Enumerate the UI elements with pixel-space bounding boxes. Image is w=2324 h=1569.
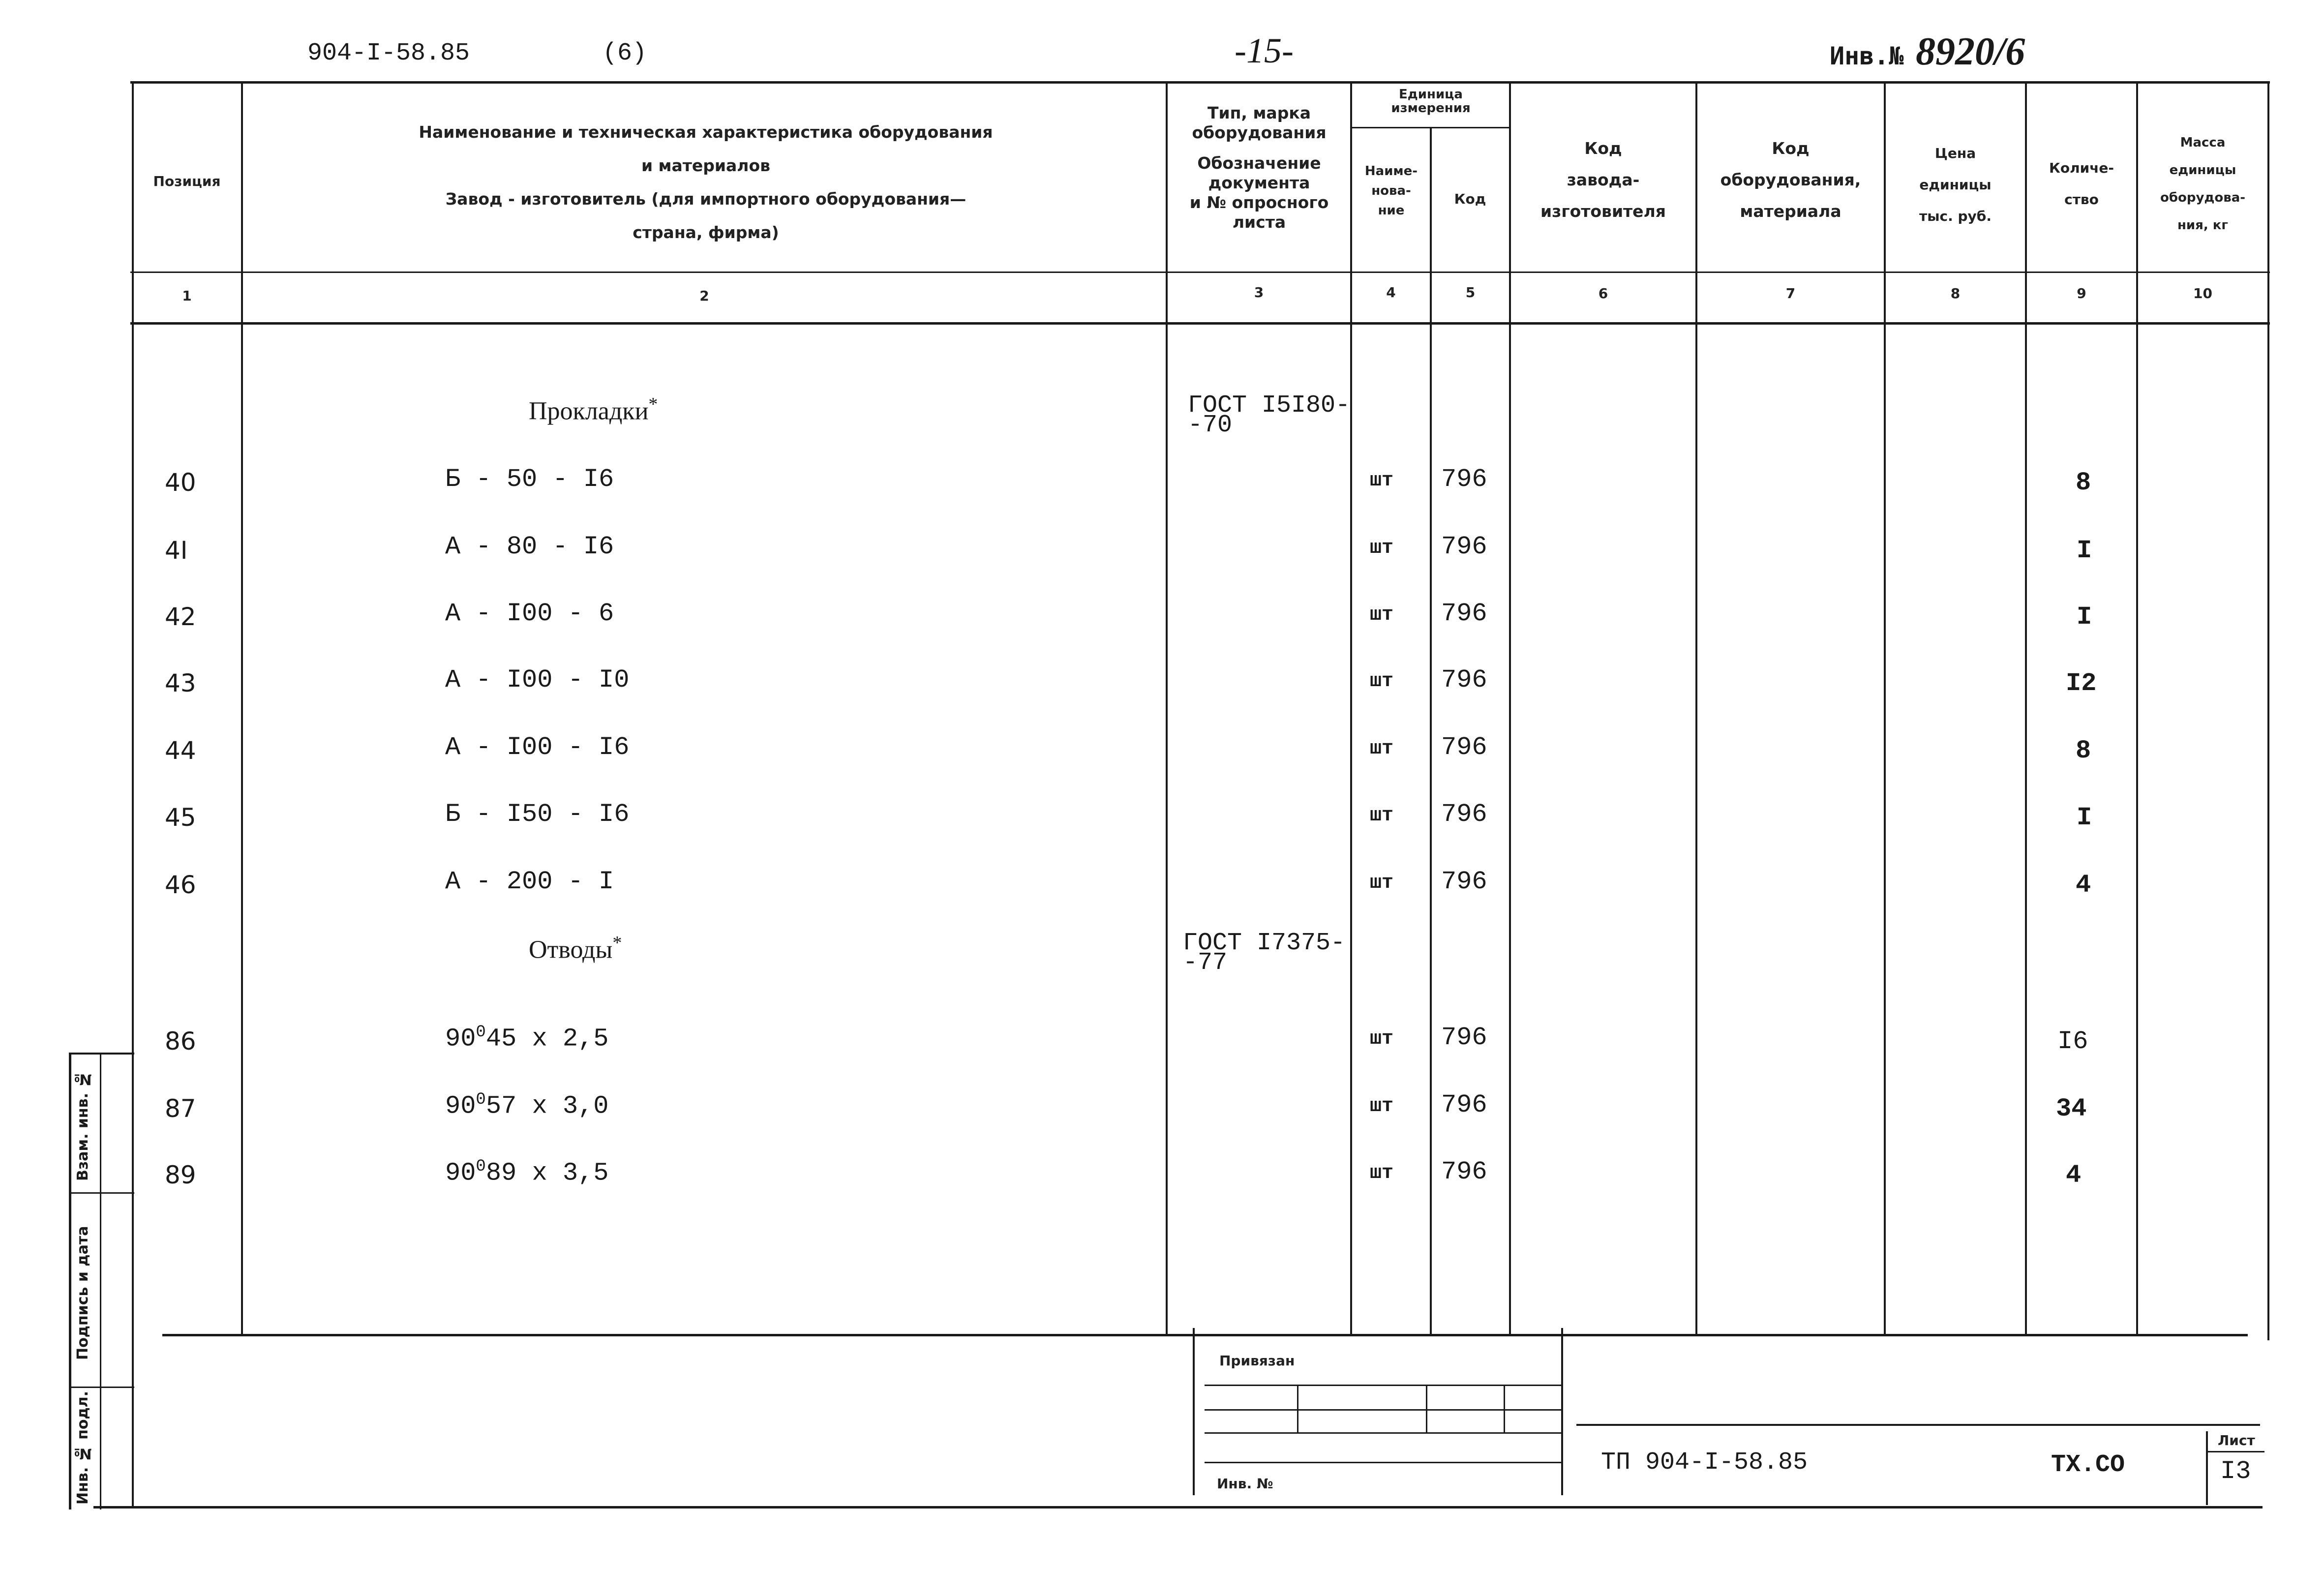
header-type-l3: Обозначение xyxy=(1197,153,1321,173)
colnum-8: 8 xyxy=(1950,285,1961,302)
header-unit-name-l2: нова- xyxy=(1371,183,1411,198)
header-price-l3: тыс. руб. xyxy=(1919,208,1992,224)
binding-col-2 xyxy=(1426,1385,1427,1434)
row-unit-code: 796 xyxy=(1441,867,1487,896)
row-unit-code: 796 xyxy=(1441,1157,1487,1186)
binding-rule-1 xyxy=(1205,1385,1561,1386)
table-top-border xyxy=(130,81,2270,84)
header-quantity xyxy=(2027,152,2136,215)
section-gost-bends xyxy=(1183,929,1346,977)
colnum-10: 10 xyxy=(2193,285,2212,302)
row-unit: шт xyxy=(1370,1095,1394,1117)
header-quantity-l2: ство xyxy=(2064,191,2099,208)
header-mass-l1: Масса xyxy=(2180,135,2226,150)
col-divider-1 xyxy=(241,81,243,1334)
colnum-3: 3 xyxy=(1254,284,1264,301)
gost-line-2: -70 xyxy=(1188,411,1233,439)
degree-mark: 0 xyxy=(476,1090,486,1109)
row-unit: шт xyxy=(1370,1028,1394,1050)
row-unit-code: 796 xyxy=(1441,800,1487,829)
colnum-4: 4 xyxy=(1386,284,1396,301)
side-stamp xyxy=(69,1053,134,1509)
section-gost-gaskets xyxy=(1188,392,1351,439)
header-equipment-code-l2: оборудования, xyxy=(1720,170,1861,189)
copy-number: (6) xyxy=(603,39,647,67)
header-quantity-l1: Количе- xyxy=(2049,160,2114,176)
degree-mark: 0 xyxy=(476,1023,486,1042)
gost-line-1: ГОСТ I5I80- xyxy=(1188,392,1351,420)
colnum-2: 2 xyxy=(699,288,709,304)
binding-col-1 xyxy=(1297,1385,1298,1434)
col-divider-9 xyxy=(2136,81,2138,1334)
row-name: А - 200 - I xyxy=(445,867,614,896)
header-type-l2: оборудования xyxy=(1192,123,1327,142)
header-factory-code xyxy=(1511,133,1695,227)
row-quantity: I6 xyxy=(2057,1027,2088,1056)
section-title-text: Отводы xyxy=(529,935,613,964)
binding-rule-3 xyxy=(1205,1432,1561,1434)
gost-line-1: ГОСТ I7375- xyxy=(1183,929,1346,957)
name-post: 89 x 3,5 xyxy=(485,1158,609,1188)
binding-rule-2 xyxy=(1205,1409,1561,1411)
header-factory-code-l1: Код xyxy=(1584,139,1622,158)
col-divider-5 xyxy=(1509,81,1511,1334)
header-price-l1: Цена xyxy=(1934,145,1976,161)
header-type-l1: Тип, марка xyxy=(1207,103,1311,122)
header-name-l4: страна, фирма) xyxy=(633,223,779,242)
row-unit-code: 796 xyxy=(1441,465,1487,494)
row-unit: шт xyxy=(1370,470,1394,492)
col-divider-4 xyxy=(1430,127,1432,1334)
header-unit-name xyxy=(1353,161,1430,220)
col-divider-6 xyxy=(1695,81,1697,1334)
header-type xyxy=(1168,103,1350,232)
header-unit-name-l1: Наиме- xyxy=(1364,164,1418,179)
row-position: 86 xyxy=(165,1027,196,1056)
header-unit-l1: Единица xyxy=(1399,87,1463,102)
header-mass-l3: оборудова- xyxy=(2160,190,2246,205)
row-position: 89 xyxy=(165,1161,196,1189)
colnum-9: 9 xyxy=(2077,285,2086,302)
name-post: 45 x 2,5 xyxy=(485,1024,609,1054)
row-name xyxy=(445,1090,608,1120)
name-post: 57 x 3,0 xyxy=(485,1091,609,1121)
row-position: 44 xyxy=(165,736,196,765)
colnum-6: 6 xyxy=(1598,285,1608,302)
header-position: Позиция xyxy=(153,173,221,189)
sheet-number: I3 xyxy=(2220,1457,2251,1486)
header-name-l2: и материалов xyxy=(641,156,771,175)
row-quantity: 8 xyxy=(2076,736,2091,765)
row-quantity: 4 xyxy=(2076,871,2091,900)
header-unit-name-l3: ние xyxy=(1378,203,1405,218)
row-quantity: I xyxy=(2077,803,2092,832)
row-name: Б - I50 - I6 xyxy=(445,800,630,829)
row-position: 43 xyxy=(165,669,196,697)
section-title-gaskets xyxy=(529,393,658,425)
header-mass xyxy=(2138,129,2267,239)
header-equipment-code-l1: Код xyxy=(1772,139,1810,158)
page-number: -15- xyxy=(1235,31,1294,70)
col-divider-2 xyxy=(1166,81,1168,1334)
sheet-label: Лист xyxy=(2218,1432,2255,1448)
stamp-original-inv: Инв. № подл. xyxy=(74,1390,91,1505)
document-code: 904-I-58.85 xyxy=(307,39,470,67)
row-unit-code: 796 xyxy=(1441,1090,1487,1119)
row-unit: шт xyxy=(1370,537,1394,559)
row-name xyxy=(445,1157,608,1187)
row-name: А - I00 - I6 xyxy=(445,733,630,762)
row-quantity: 8 xyxy=(2076,468,2091,497)
header-unit-l2: измерения xyxy=(1391,101,1471,116)
document-mark: ТХ.СО xyxy=(2051,1451,2125,1479)
sheet-rule xyxy=(2208,1451,2264,1452)
row-unit: шт xyxy=(1370,604,1394,626)
header-type-l6: листа xyxy=(1232,212,1286,232)
header-price xyxy=(1886,138,2025,232)
colnum-7: 7 xyxy=(1785,285,1796,302)
name-pre: 90 xyxy=(445,1091,476,1121)
row-quantity: I2 xyxy=(2066,669,2097,698)
row-quantity: 34 xyxy=(2056,1094,2087,1123)
inventory-label: Инв.№ xyxy=(1830,42,1904,70)
row-unit: шт xyxy=(1370,805,1394,827)
header-unit xyxy=(1353,88,1509,115)
gost-line-2: -77 xyxy=(1183,949,1228,977)
right-border xyxy=(2267,81,2269,1340)
section-title-bends xyxy=(529,932,622,964)
row-name: А - I00 - I0 xyxy=(445,665,630,694)
name-pre: 90 xyxy=(445,1024,476,1054)
bound-label: Привязан xyxy=(1219,1353,1295,1369)
row-unit-code: 796 xyxy=(1441,1023,1487,1052)
col-divider-3 xyxy=(1350,81,1352,1334)
page-bottom-border xyxy=(93,1506,2263,1509)
header-name-l1: Наименование и техническая характеристика оборудования xyxy=(419,122,993,142)
row-position: 87 xyxy=(165,1094,196,1123)
stamp-signature-date: Подпись и дата xyxy=(74,1226,91,1360)
row-position: 46 xyxy=(165,871,196,899)
side-stamp-divider-1 xyxy=(71,1192,134,1194)
header-type-l5: и № опросного xyxy=(1189,193,1329,212)
project-code: ТП 904-I-58.85 xyxy=(1601,1448,1808,1477)
header-unit-code: Код xyxy=(1454,191,1486,207)
row-unit: шт xyxy=(1370,872,1394,894)
header-mass-l4: ния, кг xyxy=(2177,218,2229,233)
row-name xyxy=(445,1023,608,1053)
row-unit-code: 796 xyxy=(1441,532,1487,561)
header-factory-code-l2: завода- xyxy=(1567,170,1640,189)
header-equipment-code xyxy=(1697,133,1884,227)
row-position: 45 xyxy=(165,803,196,832)
row-position: 40 xyxy=(165,468,196,497)
footnote-mark: * xyxy=(612,933,622,953)
sheet-cell xyxy=(2206,1431,2264,1505)
row-unit: шт xyxy=(1370,738,1394,760)
row-name: Б - 50 - I6 xyxy=(445,465,614,494)
binding-rule-4 xyxy=(1205,1462,1561,1463)
header-type-l4: документа xyxy=(1208,173,1310,192)
binding-col-3 xyxy=(1504,1385,1505,1434)
row-quantity: 4 xyxy=(2066,1161,2082,1190)
header-mass-l2: единицы xyxy=(2169,163,2236,178)
row-unit-code: 796 xyxy=(1441,665,1487,694)
row-unit: шт xyxy=(1370,1162,1394,1184)
side-stamp-divider-2 xyxy=(71,1387,134,1388)
stamp-main-rule xyxy=(1576,1424,2260,1426)
header-factory-code-l3: изготовителя xyxy=(1540,202,1666,221)
colnum-bottom-rule xyxy=(130,322,2270,325)
row-name: А - 80 - I6 xyxy=(445,532,614,561)
row-unit-code: 796 xyxy=(1441,733,1487,762)
inv-number-label: Инв. № xyxy=(1217,1476,1273,1492)
section-title-text: Прокладки xyxy=(529,397,649,425)
row-quantity: I xyxy=(2077,536,2092,565)
row-position: 42 xyxy=(165,603,196,631)
row-unit-code: 796 xyxy=(1441,599,1487,628)
stamp-replaces-inv: Взам. инв. № xyxy=(74,1070,91,1181)
header-price-l2: единицы xyxy=(1919,177,1992,193)
row-position: 4I xyxy=(165,536,188,565)
col-divider-8 xyxy=(2025,81,2027,1334)
header-name-l3: Завод - изготовитель (для импортного оборудования— xyxy=(445,189,966,209)
degree-mark: 0 xyxy=(476,1157,486,1176)
colnum-1: 1 xyxy=(182,288,192,304)
inventory-number: 8920/6 xyxy=(1916,30,2025,73)
row-name: А - I00 - 6 xyxy=(445,599,614,628)
colnum-5: 5 xyxy=(1465,284,1476,301)
name-pre: 90 xyxy=(445,1158,476,1188)
footnote-mark: * xyxy=(648,394,658,415)
row-quantity: I xyxy=(2077,603,2092,632)
side-stamp-inner-rule xyxy=(100,1055,101,1509)
header-name xyxy=(246,116,1166,249)
binding-block xyxy=(1193,1328,1563,1495)
row-unit: шт xyxy=(1370,670,1394,693)
header-equipment-code-l3: материала xyxy=(1740,202,1841,221)
col-divider-7 xyxy=(1884,81,1886,1334)
header-bottom-rule xyxy=(130,272,2270,273)
